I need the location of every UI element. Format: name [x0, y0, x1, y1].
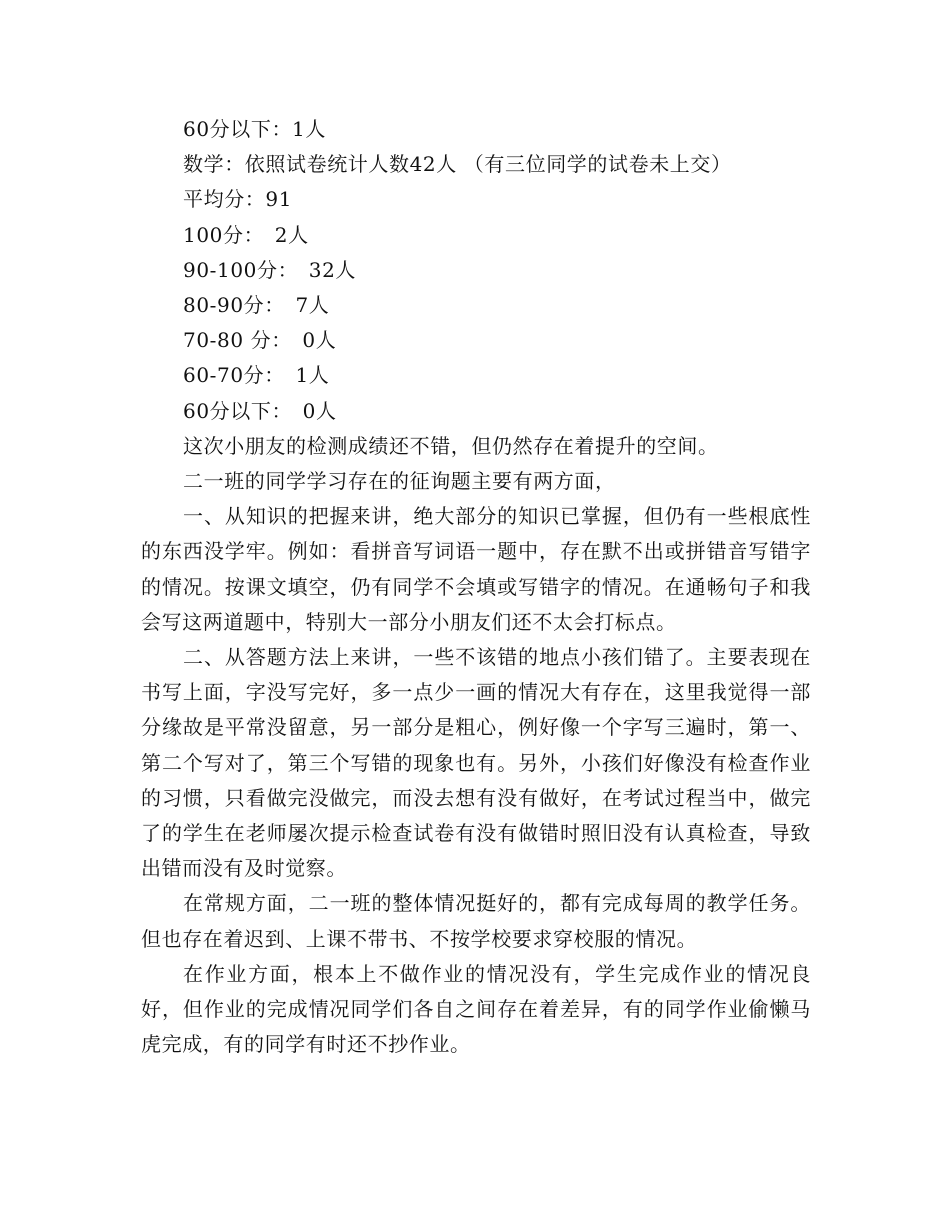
paragraph-homework: 在作业方面，根本上不做作业的情况没有，学生完成作业的情况良好，但作业的完成情况同学们各自之间存在着差异，有的同学作业偷懒马虎完成，有的同学有时还不抄作业。 [141, 961, 811, 1057]
stat-line-100: 100分： 2人 [183, 222, 309, 247]
paragraph-answering-method: 二、从答题方法上来讲，一些不该错的地点小孩们错了。主要表现在书写上面，字没写完好，多一点少一画的情况大有存在，这里我觉得一部分缘故是平常没留意，另一部分是粗心，例好像一个字写三遍时，第一、第二个写对了，第三个写错的现象也有。另外，小孩们好像没有检查作业的习惯，只看做完没做完，而没去想有没有做好，在考试过程当中，做完了的学生在老师屡次提示检查试卷有没有做错时照旧没有认真检查，导致出错而没有及时觉察。 [141, 645, 811, 881]
stat-line-70-80: 70-80 分： 0人 [183, 328, 337, 353]
document-body [141, 112, 811, 1062]
stat-line-below-60-math: 60分以下： 0人 [183, 398, 337, 423]
problems-intro-line: 二一班的同学学习存在的征询题主要有两方面， [183, 469, 616, 494]
stat-line-80-90: 80-90分： 7人 [183, 293, 330, 318]
stat-line-below-60-chinese: 60分以下：1人 [183, 117, 326, 141]
paragraph-knowledge: 一、从知识的把握来讲，绝大部分的知识已掌握，但仍有一些根底性的东西没学牢。例如：看拼音写词语一题中，存在默不出或拼错音写错字的情况。按课文填空，仍有同学不会填或写错字的情况。在通畅句子和我会写这两道题中，特别大一部分小朋友们还不太会打标点。 [141, 504, 811, 634]
stat-line-average: 平均分：91 [183, 187, 293, 212]
stat-line-math-count: 数学：依照试卷统计人数42人 （有三位同学的试卷未上交） [183, 152, 732, 177]
stat-line-90-100: 90-100分： 32人 [183, 257, 357, 282]
stat-line-60-70: 60-70分： 1人 [183, 363, 330, 388]
paragraph-routine: 在常规方面，二一班的整体情况挺好的，都有完成每周的教学任务。但也存在着迟到、上课不带书、不按学校要求穿校服的情况。 [141, 891, 811, 951]
summary-line: 这次小朋友的检测成绩还不错，但仍然存在着提升的空间。 [183, 433, 719, 458]
